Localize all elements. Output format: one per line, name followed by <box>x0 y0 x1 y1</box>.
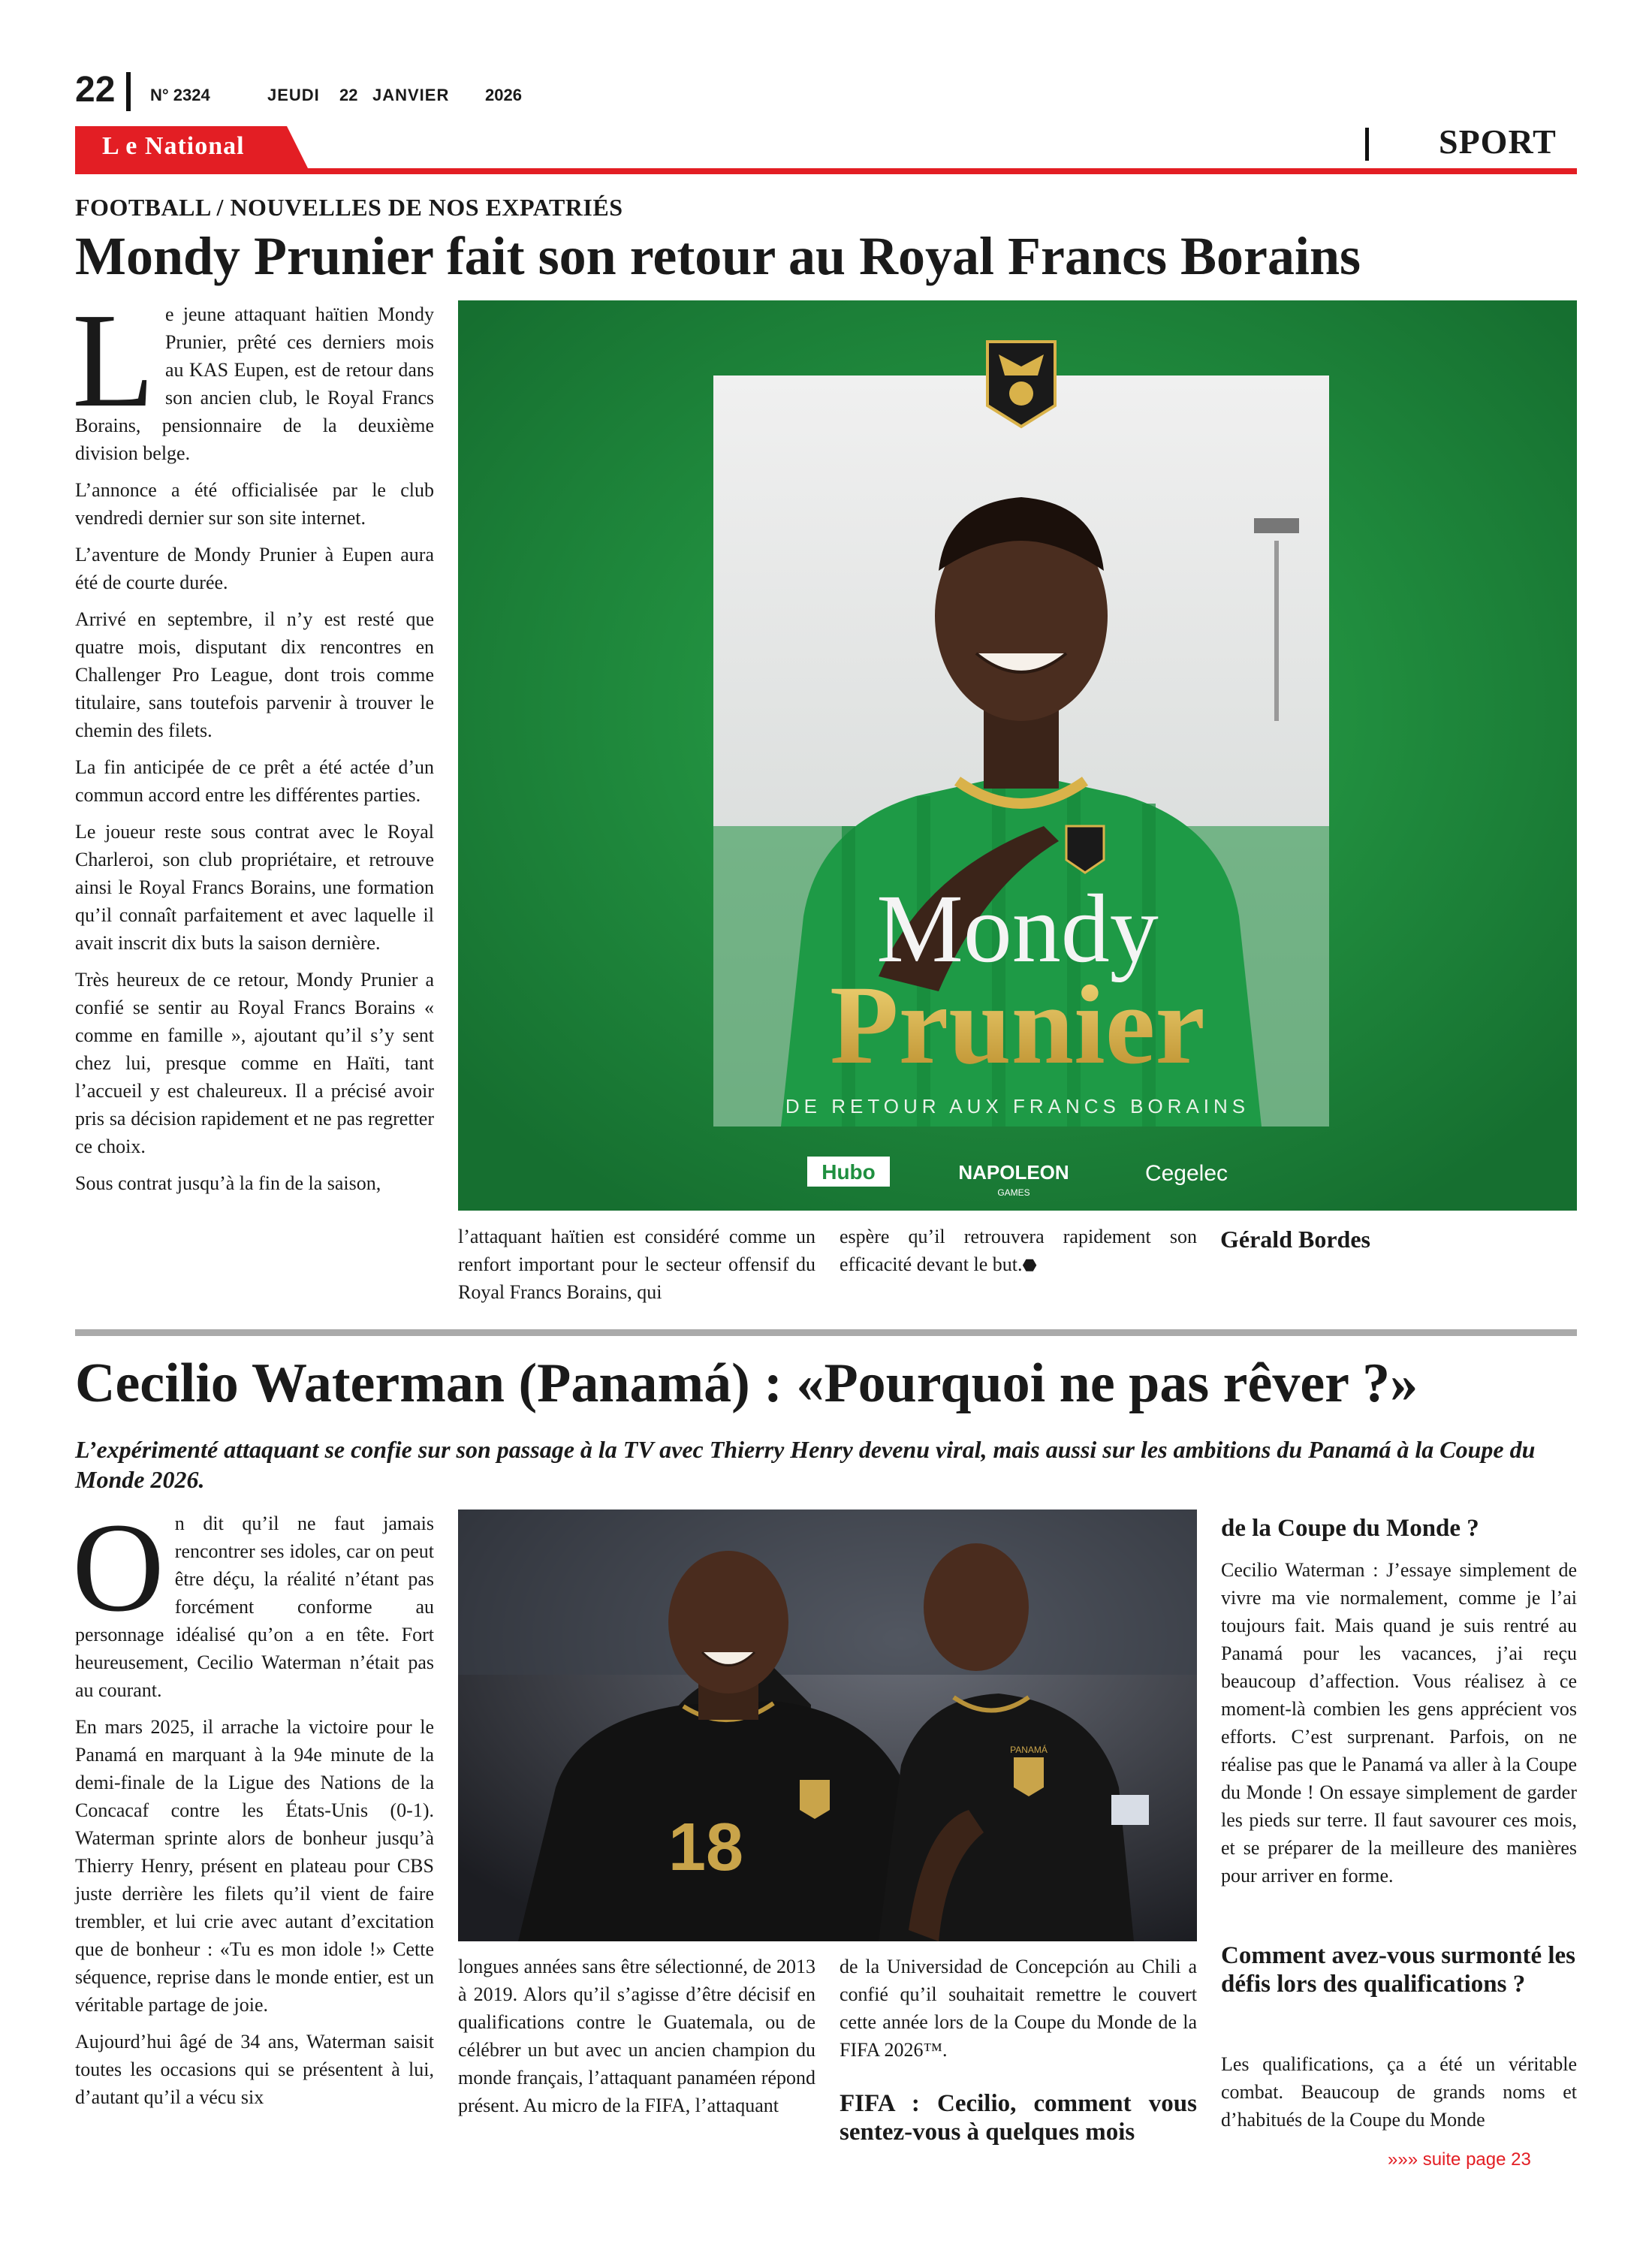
article2-paragraph: n dit qu’il ne faut jamais rencontrer ses idoles, car on peut être déçu, la réalité n’étant pas forcément conforme au personnage idéalisé qu’on a en tête. Fort heureusement, Cecilio Waterman n’était pas au courant. <box>75 1513 434 1701</box>
page-number: 22 <box>75 70 116 110</box>
article2-column-1 <box>72 1497 434 2120</box>
article2-deck: L’expérimenté attaquant se confie sur son passage à la TV avec Thierry Henry devenu viral, mais aussi sur les ambitions du Panamá à la Coupe du Monde 2026. <box>75 1436 1536 1493</box>
poster-first-name: Mondy <box>876 875 1159 983</box>
poster-tagline: DE RETOUR AUX FRANCS BORAINS <box>785 1095 1250 1117</box>
sponsor-cegelec: Cegelec <box>1144 1161 1228 1186</box>
article1-author: Gérald Bordes <box>1220 1226 1370 1253</box>
poster-last-name: Prunier <box>830 963 1205 1087</box>
section-label: SPORT <box>1439 122 1557 161</box>
date-year: 2026 <box>485 86 522 104</box>
article1-continuation-1: l’attaquant haïtien est considéré comme un renfort important pour le secteur offensif du Royal Francs Borains, qui <box>458 1226 815 1303</box>
end-mark-icon: ⬣ <box>1022 1256 1037 1274</box>
article1-paragraph: La fin anticipée de ce prêt a été actée d’un commun accord entre les différentes parties. <box>75 756 434 806</box>
article2-answer-2: Les qualifications, ça a été un véritable combat. Beaucoup de grands noms et d’habitués de la Coupe du Monde <box>1221 2053 1577 2131</box>
article2-question-2: Comment avez-vous surmonté les défis lors des qualifications ? <box>1221 1942 1576 1998</box>
article2-answer-1: Cecilio Waterman : J’essaye simplement de vivre ma vie normalement, comme je l’ai toujours fait. Mais quand je suis rentré au Panamá pour les vacances, j’ai reçu beaucoup d’affection. Vous réalisez à ce moment-là combien les gens apprécient vos efforts. C’est surprenant. Parfois, on ne réalise pas que le Panamá va aller à la Coupe du Monde ! On essaye simplement de garder les pieds sur terre. Il faut savourer ces mois, et se préparer de la meilleure des manières pour arriver en forme. <box>1221 1559 1577 1887</box>
jersey-number: 18 <box>668 1810 744 1885</box>
article1-paragraph: Arrivé en septembre, il n’y est resté que quatre mois, disputant dix rencontres en Challenger Pro League, dont trois comme titulaire, sans toutefois parvenir à trouver le chemin des filets. <box>75 608 434 741</box>
article1-column-1 <box>72 285 434 1206</box>
article2-column-2 <box>458 1953 815 2128</box>
article1-paragraph: e jeune attaquant haïtien Mondy Prunier, prêté ces derniers mois au KAS Eupen, est de retour dans son ancien club, le Royal Francs Borains, pensionnaire de la deuxième division belge. <box>75 303 434 464</box>
header-red-rule <box>75 168 1577 174</box>
article1-dropcap: L <box>72 285 155 435</box>
waterman-celebration-photo <box>458 1510 1197 1941</box>
article1-continuation-2 <box>840 1223 1197 1279</box>
article2-column-4 <box>1221 1556 1577 1899</box>
page-number-divider <box>126 72 131 111</box>
article1-kicker: FOOTBALL / NOUVELLES DE NOS EXPATRIÉS <box>75 194 623 221</box>
article1-continuation-text: espère qu’il retrouvera rapidement son efficacité devant le but. <box>840 1226 1197 1275</box>
article2-column-3 <box>840 1953 1197 2073</box>
section-divider <box>1365 128 1369 161</box>
date-month: JANVIER <box>372 86 450 104</box>
sponsor-hubo: Hubo <box>821 1160 876 1184</box>
sponsor-napoleon-sub: GAMES <box>997 1187 1030 1198</box>
article1-paragraph: L’aventure de Mondy Prunier à Eupen aura été de courte durée. <box>75 544 434 593</box>
article1-paragraph: Sous contrat jusqu’à la fin de la saison, <box>75 1172 381 1194</box>
brand-name: L e National <box>102 132 245 160</box>
article2-question-1-end: de la Coupe du Monde ? <box>1221 1515 1479 1542</box>
article1-paragraph: Le joueur reste sous contrat avec le Royal Charleroi, son club propriétaire, et retrouve ainsi le Royal Francs Borains, une formation qu’il connaît parfaitement et avec laquelle il avait inscrit dix buts la saison dernière. <box>75 821 434 954</box>
article1-paragraph: Très heureux de ce retour, Mondy Prunier a confié se sentir au Royal Francs Borains « comme en famille », ajoutant qu’il s’y sent chez lui, presque comme en Haïti, tant l’accueil y est chaleureux. Il a précisé avoir pris sa décision rapidement et ne pas regretter ce choix. <box>75 969 434 1157</box>
continued-on-page: »»» suite page 23 <box>1388 2149 1531 2170</box>
article2-paragraph: En mars 2025, il arrache la victoire pour le Panamá en marquant à la 94e minute de la demi-finale de la Ligue des Nations de la Concacaf contre les États-Unis (0-1). Waterman sprinte alors de bonheur jusqu’à Thierry Henry, présent en plateau pour CBS juste derrière les filets qu’il vient de faire trembler, et lui crie avec autant d’excitation que de bonheur : «Tu es mon idole !» Cette séquence, reprise dans le monde entier, est un véritable partage de joie. <box>75 1716 434 2016</box>
article2-answer-2-block <box>1221 2050 1577 2143</box>
article1-paragraph: L’annonce a été officialisée par le club vendredi dernier sur son site internet. <box>75 479 434 529</box>
jersey-badge-label: PANAMÁ <box>1010 1745 1048 1755</box>
article2-dropcap: O <box>72 1497 164 1638</box>
date-number: 22 <box>339 86 358 104</box>
issue-number: N° 2324 <box>150 86 210 104</box>
sponsor-napoleon: NAPOLEON <box>958 1161 1069 1184</box>
article2-paragraph: Aujourd’hui âgé de 34 ans, Waterman saisit toutes les occasions qui se présentent à lui, d’autant qu’il a vécu six <box>75 2031 434 2108</box>
article1-title: Mondy Prunier fait son retour au Royal Francs Borains <box>75 226 1361 286</box>
article2-question-1: FIFA : Cecilio, comment vous sentez-vous à quelques mois <box>840 2090 1197 2146</box>
mondy-prunier-poster <box>458 300 1577 1211</box>
date-day: JEUDI <box>267 86 320 104</box>
article2-paragraph: de la Universidad de Concepción au Chili a confié qu’il souhaitait remettre le couvert cette année lors de la Coupe du Monde de la FIFA 2026™. <box>840 1956 1197 2061</box>
article2-paragraph: longues années sans être sélectionné, de 2013 à 2019. Alors qu’il s’agisse d’être décisif en qualifications contre le Guatemala, ou de célébrer un but avec un ancien champion du monde français, l’attaquant panaméen répond présent. Au micro de la FIFA, l’attaquant <box>458 1956 815 2116</box>
article2-title: Cecilio Waterman (Panamá) : «Pourquoi ne pas rêver ?» <box>75 1353 1418 1414</box>
article-separator <box>75 1329 1577 1336</box>
